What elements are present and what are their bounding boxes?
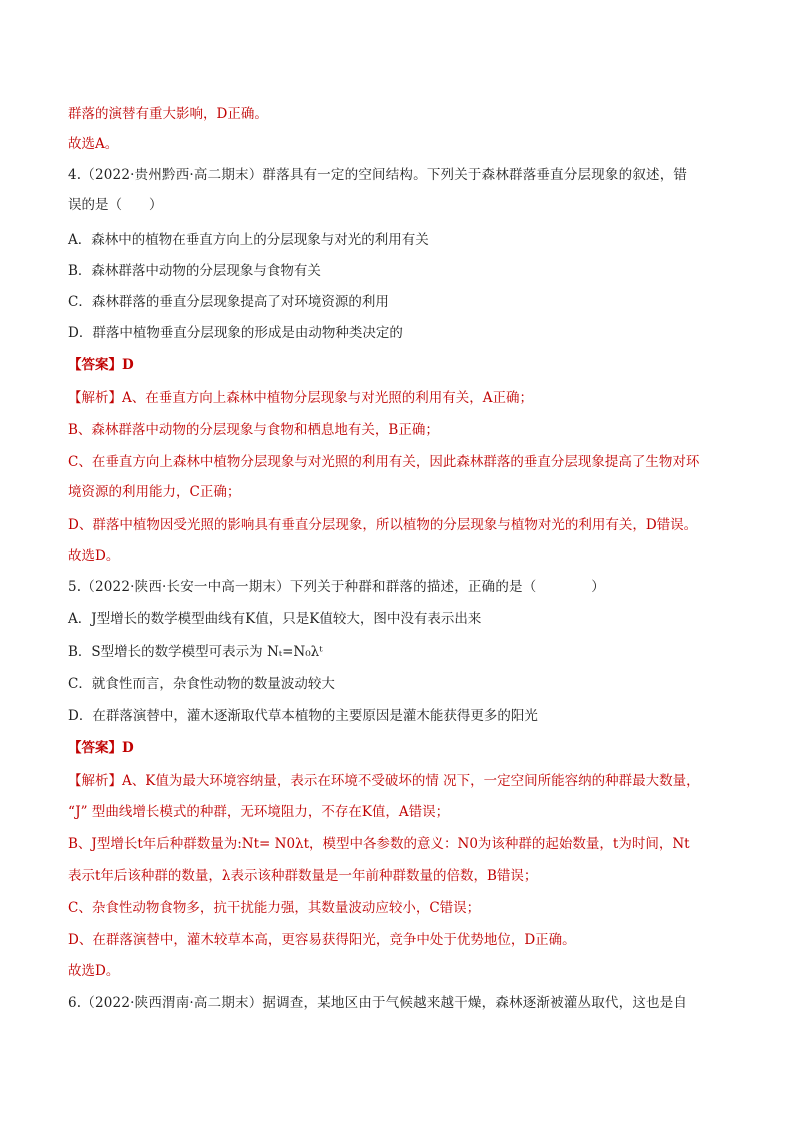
text-line: 群落的演替有重大影响，D正确。 [68, 106, 268, 122]
option-b: B．S型增长的数学模型可表示为 Nₜ=N₀λᵗ [68, 644, 323, 660]
option-a: A．森林中的植物在垂直方向上的分层现象与对光的利用有关 [68, 232, 429, 248]
option-d: D．群落中植物垂直分层现象的形成是由动物种类决定的 [68, 325, 403, 341]
analysis-line: “J” 型曲线增长模式的种群，无环境阻力，不存在K值，A错误； [68, 804, 450, 820]
question-4-stem: 4.（2022·贵州黔西·高二期末）群落具有一定的空间结构。下列关于森林群落垂直分层现象的叙述，错 [68, 167, 688, 183]
question-5-stem: 5.（2022·陕西·长安一中高一期末）下列关于种群和群落的描述，正确的是（ ） [68, 579, 605, 595]
option-a: A．J型增长的数学模型曲线有K值，只是K值较大，图中没有表示出来 [68, 611, 482, 627]
conclusion-line: 故选D。 [68, 548, 120, 564]
text-line: 故选A。 [68, 136, 119, 152]
analysis-line: B、J型增长t年后种群数量为:Nt= N0λt，模型中各参数的意义：N0为该种群的起始数量，t为时间，Nt [68, 836, 690, 852]
analysis-line: D、在群落演替中，灌木较草本高，更容易获得阳光，竞争中处于优势地位，D正确。 [68, 932, 576, 948]
conclusion-line: 故选D。 [68, 963, 120, 979]
question-6-stem: 6.（2022·陕西渭南·高二期末）据调查，某地区由于气候越来越干燥，森林逐渐被灌丛取代，这也是自 [68, 995, 688, 1011]
analysis-line: 【解析】A、在垂直方向上森林中植物分层现象与对光照的利用有关，A正确； [68, 390, 533, 406]
option-c: C．森林群落的垂直分层现象提高了对环境资源的利用 [68, 294, 389, 310]
analysis-line: 【解析】A、K值为最大环境容纳量，表示在环境不受破坏的情 况下，一定空间所能容纳的种群最大数量， [68, 773, 700, 789]
answer-label: 【答案】D [68, 357, 134, 373]
option-c: C．就食性而言，杂食性动物的数量波动较大 [68, 676, 335, 692]
option-d: D．在群落演替中，灌木逐渐取代草本植物的主要原因是灌木能获得更多的阳光 [68, 708, 538, 724]
analysis-line: D、群落中植物因受光照的影响具有垂直分层现象，所以植物的分层现象与植物对光的利用有关，D错误。 [68, 517, 698, 533]
option-b: B．森林群落中动物的分层现象与食物有关 [68, 263, 321, 279]
answer-label: 【答案】D [68, 740, 134, 756]
question-4-stem-cont: 误的是（ ） [68, 197, 163, 213]
analysis-line: B、森林群落中动物的分层现象与食物和栖息地有关，B正确； [68, 422, 439, 438]
analysis-line: 境资源的利用能力，C正确； [68, 484, 241, 500]
analysis-line: 表示t年后该种群的数量，λ表示该种群数量是一年前种群数量的倍数，B错误； [68, 868, 538, 884]
analysis-line: C、杂食性动物食物多，抗干扰能力强，其数量波动应较小，C错误； [68, 900, 481, 916]
analysis-line: C、在垂直方向上森林中植物分层现象与对光照的利用有关，因此森林群落的垂直分层现象提高了生物对环 [68, 454, 700, 470]
